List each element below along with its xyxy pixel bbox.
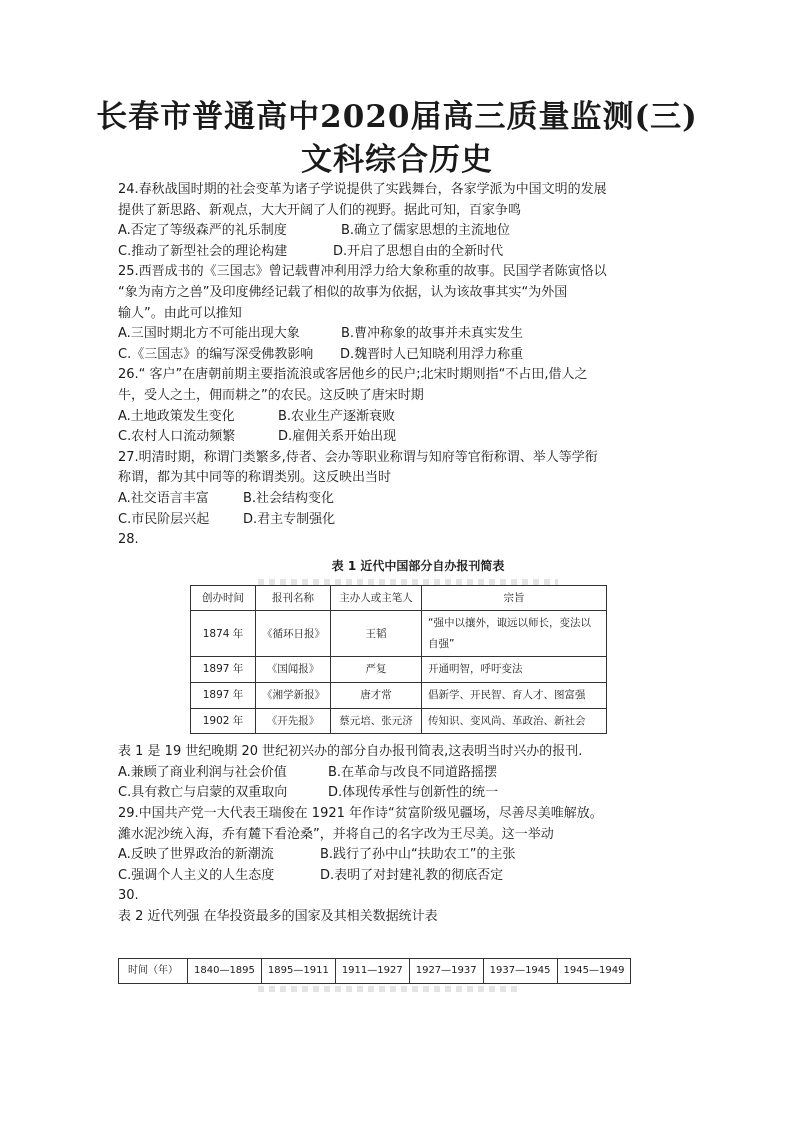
- table-cell: 倡新学、开民智、育人才、图富强: [422, 683, 607, 709]
- question-stem: 濰水泥沙统入海，乔有麓下看沧桑”，并将自己的名字改为王尽美。这一举动: [118, 826, 554, 842]
- question-stem: 输人”。由此可以推知: [118, 305, 242, 321]
- table-title: 表 2 近代列强 在华投资最多的国家及其相关数据统计表: [118, 909, 438, 924]
- option-b: B.在革命与改良不同道路摇摆: [328, 764, 498, 780]
- table-cell: 1937—1945: [483, 958, 557, 984]
- question-stem: “象为南方之兽”及印度佛经记载了相似的故事为依据，认为该故事其实“为外国: [118, 284, 568, 300]
- table-header: 报刊名称: [256, 585, 331, 611]
- table-row: [191, 657, 607, 683]
- option-d: D.开启了思想自由的全新时代: [333, 243, 504, 259]
- option-c: C.农村人口流动频繁: [118, 429, 236, 445]
- table-cell: 1897 年: [191, 657, 256, 683]
- question-28: [118, 530, 658, 804]
- table-header: 宗旨: [422, 585, 607, 611]
- option-b: B.社会结构变化: [243, 490, 335, 506]
- question-stem: 29.中国共产党一大代表王瑞俊在 1921 年作诗“贫富阶级见疆场，尽善尽美唯解放。: [118, 806, 603, 822]
- question-24: [118, 180, 658, 262]
- option-b: B.践行了孙中山“扶助农工”的主张: [320, 847, 516, 863]
- table-header: 主办人或主笔人: [331, 585, 422, 611]
- option-a: A.否定了等级森严的礼乐制度: [118, 223, 287, 239]
- option-c: C.强调个人主义的人生态度: [118, 867, 275, 883]
- option-a: A.兼顾了商业利润与社会价值: [118, 764, 287, 780]
- question-stem: 24.春秋战国时期的社会变革为诸子学说提供了实践舞台，各家学派为中国文明的发展: [118, 182, 607, 197]
- cell-text: 自强”: [428, 637, 455, 650]
- cell-text: “强中以攘外，诹远以师长，变法以: [428, 617, 591, 630]
- option-d: D.体现传承性与创新性的统一: [328, 785, 499, 801]
- option-a: A.三国时期北方不可能出现大象: [118, 326, 300, 342]
- option-a: A.反映了世界政治的新潮流: [118, 847, 274, 863]
- question-27: [118, 448, 658, 530]
- exam-title: 长春市普通高中2020届高三质量监测(三): [96, 99, 698, 135]
- option-c: C.具有救亡与启蒙的双重取向: [118, 785, 288, 801]
- scan-artifact: [258, 579, 558, 585]
- table-cell: 时间（年）: [119, 958, 188, 984]
- scan-artifact: [258, 986, 518, 992]
- question-29: [118, 804, 658, 886]
- table-cell: 《湘学新报》: [256, 683, 331, 709]
- question-stem: 牛，受人之土，佣而耕之”的农民。这反映了唐宋时期: [118, 387, 424, 403]
- question-25: [118, 262, 658, 365]
- question-26: [118, 365, 658, 447]
- option-d: D.魏晋时人已知晓利用浮力称重: [340, 346, 524, 362]
- table-row: [191, 611, 607, 657]
- table-row: [191, 708, 607, 734]
- question-stem: 提供了新思路、新观点，大大开阔了人们的视野。据此可知，百家争鸣: [118, 202, 522, 218]
- table-row: [119, 958, 631, 984]
- question-30: [118, 886, 658, 992]
- table-cell: 严复: [331, 657, 422, 683]
- question-stem: 25.西晋成书的《三国志》曾记载曹冲利用浮力给大象称重的故事。民国学者陈寅恪以: [118, 264, 607, 280]
- table-cell: 《开先报》: [256, 708, 331, 734]
- exam-subtitle: 文科综合历史: [301, 142, 493, 178]
- table-cell: 1895—1911: [261, 958, 335, 984]
- table-cell: 1927—1937: [409, 958, 483, 984]
- table-header: 创办时间: [191, 585, 256, 611]
- option-b: B.曹冲称象的故事并未真实发生: [341, 326, 524, 342]
- table-cell: 1911—1927: [335, 958, 409, 984]
- option-d: D.表明了对封建礼教的彻底否定: [320, 867, 504, 883]
- option-d: D.君主专制强化: [243, 511, 336, 527]
- option-d: D.雇佣关系开始出现: [278, 429, 397, 445]
- table-row: [191, 683, 607, 709]
- table-cell: 传知识、变风尚、革政治、新社会: [422, 708, 607, 734]
- option-b: B.确立了儒家思想的主流地位: [341, 223, 511, 239]
- exam-body: [118, 180, 658, 992]
- table-cell: 1874 年: [191, 611, 256, 657]
- option-c: C.市民阶层兴起: [118, 511, 210, 527]
- option-c: C.《三国志》的编写深受佛教影响: [118, 346, 314, 362]
- option-a: A.土地政策发生变化: [118, 408, 235, 424]
- question-number: 30.: [118, 888, 139, 904]
- table-title: 表 1 近代中国部分自办报刊简表: [331, 558, 505, 573]
- newspaper-table: [190, 585, 607, 735]
- option-a: A.社交语言丰富: [118, 490, 209, 506]
- investment-table: [118, 958, 631, 985]
- table-cell: 1945—1949: [557, 958, 631, 984]
- question-number: 28.: [118, 532, 139, 548]
- table-cell: 蔡元培、张元济: [331, 708, 422, 734]
- question-stem: 26.“ 客户”在唐朝前期主要指流浪或客居他乡的民户;北宋时期则指“不占田,借人之: [118, 367, 588, 383]
- table-cell: 1840—1895: [188, 958, 262, 984]
- table-header-row: [191, 585, 607, 611]
- table-cell: [422, 611, 607, 657]
- question-stem: 表 1 是 19 世纪晚期 20 世纪初兴办的部分自办报刊简表,这表明当时兴办的报刊.: [118, 744, 583, 760]
- option-b: B.农业生产逐渐衰败: [278, 408, 396, 424]
- option-c: C.推动了新型社会的理论构建: [118, 243, 288, 259]
- table-cell: 《国闻报》: [256, 657, 331, 683]
- table-cell: 唐才常: [331, 683, 422, 709]
- table-cell: 1897 年: [191, 683, 256, 709]
- question-stem: 称谓，都为其中同等的称谓类别。这反映出当时: [118, 470, 392, 486]
- table-cell: 1902 年: [191, 708, 256, 734]
- table-cell: 开通明智，呼吁变法: [422, 657, 607, 683]
- question-stem: 27.明清时期，称谓门类繁多,侍者、会办等职业称谓与知府等官衔称谓、举人等学衔: [118, 449, 598, 465]
- table-cell: 王韬: [331, 611, 422, 657]
- table-cell: 《循环日报》: [256, 611, 331, 657]
